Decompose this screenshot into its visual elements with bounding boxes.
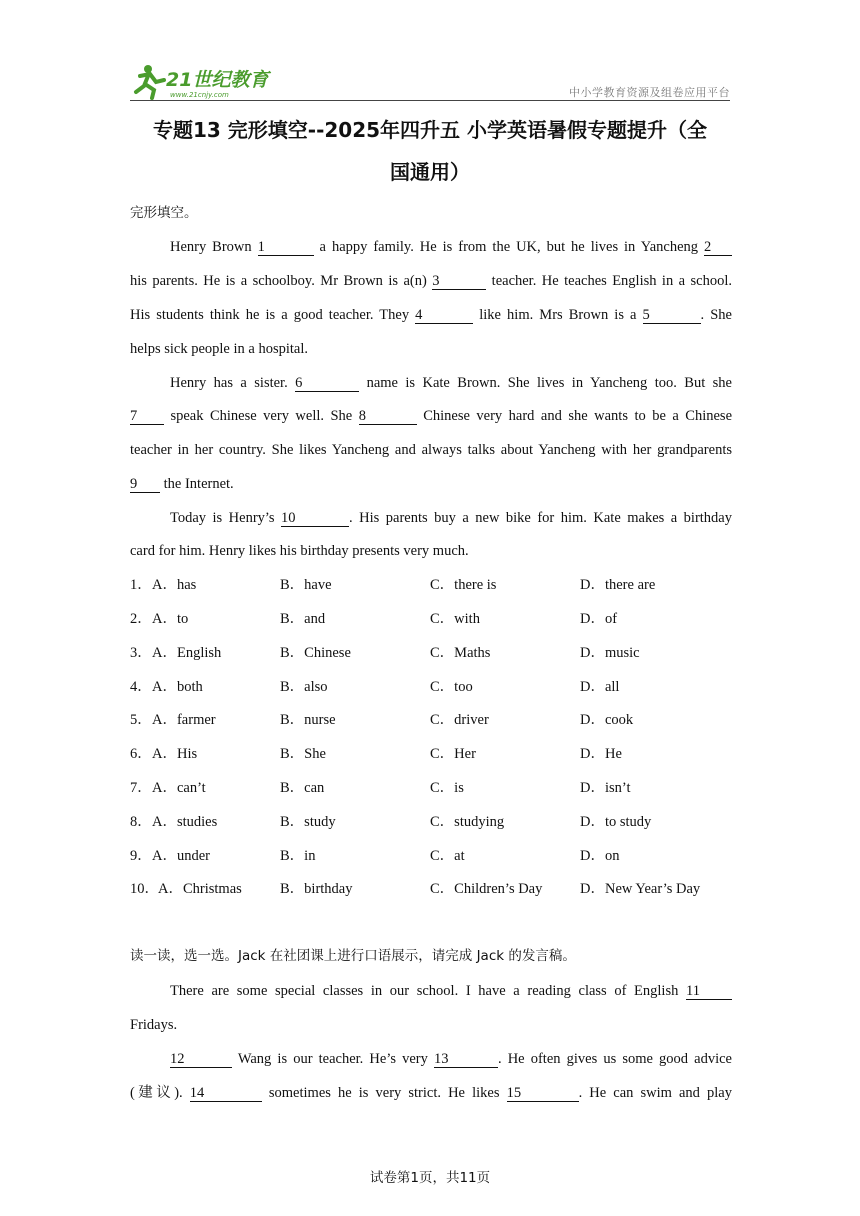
option-a: A．can’t [152, 780, 206, 796]
option-c: C．driver [430, 712, 489, 728]
blank-4: 4 [415, 307, 473, 324]
passage3-line: card for him. Henry likes his birthday presents very much. [130, 543, 469, 559]
question-number: 2． [130, 611, 152, 627]
option-b: B．have [280, 577, 332, 593]
passage2-line: Henry has a sister. 6 name is Kate Brown. She lives in Yancheng too. But she [170, 375, 732, 391]
option-b: B．Chinese [280, 645, 351, 661]
question-number: 7． [130, 780, 152, 796]
option-d: D．New Year’s Day [580, 881, 701, 897]
option-b: B．in [280, 848, 316, 864]
blank-6: 6 [295, 375, 359, 392]
question-number: 3． [130, 645, 152, 661]
question-number: 1． [130, 577, 152, 593]
option-d: D．all [580, 679, 620, 695]
passage4-line: Fridays. [130, 1017, 178, 1033]
question-number: 5． [130, 712, 152, 728]
option-c: C．too [430, 679, 473, 695]
section1-instruction: 完形填空。 [130, 205, 198, 221]
question-number: 4． [130, 679, 152, 695]
passage1-line: his parents. He is a schoolboy. Mr Brown is a(n) 3 teacher. He teaches English in a school. [130, 273, 732, 289]
passage5-line: 12 Wang is our teacher. He’s very 13 . He often gives us some good advice [170, 1051, 732, 1067]
passage1-line: His students think he is a good teacher. They 4 like him. Mrs Brown is a 5 . She [130, 307, 732, 323]
blank-12: 12 [170, 1051, 232, 1068]
logo-text: 21世纪教育 [166, 69, 269, 91]
blank-1: 1 [258, 239, 314, 256]
logo-21cnjy [130, 62, 280, 100]
option-d: D．of [580, 611, 618, 627]
option-b: B．can [280, 780, 325, 796]
option-c: C．at [430, 848, 465, 864]
option-a: A．farmer [152, 712, 216, 728]
logo-url: www.21cnjy.com [170, 91, 229, 99]
question-number: 9． [130, 848, 152, 864]
page-footer: 试卷第1页，共11页 [369, 1170, 491, 1186]
option-c: C．Her [430, 746, 476, 762]
option-d: D．on [580, 848, 620, 864]
option-d: D．to study [580, 814, 652, 830]
blank-5: 5 [643, 307, 701, 324]
section2-instruction: 读一读，选一选。Jack 在社团课上进行口语展示，请完成 Jack 的发言稿。 [130, 948, 576, 964]
option-d: D．isn’t [580, 780, 631, 796]
passage2-line: 9 the Internet. [130, 476, 234, 492]
blank-3: 3 [432, 273, 486, 290]
page-header [130, 62, 730, 102]
option-c: C．is [430, 780, 464, 796]
question-number: 10． [130, 881, 159, 897]
option-c: C．Children’s Day [430, 881, 543, 897]
option-b: B．nurse [280, 712, 336, 728]
question-number: 6． [130, 746, 152, 762]
option-a: A．has [152, 577, 197, 593]
option-c: C．studying [430, 814, 505, 830]
option-c: C．with [430, 611, 480, 627]
option-a: A．Christmas [158, 881, 242, 897]
blank-9: 9 [130, 476, 160, 493]
blank-10: 10 [281, 510, 349, 527]
option-d: D．there are [580, 577, 656, 593]
passage5-line: (建议). 14 sometimes he is very strict. He likes 15 . He can swim and play [130, 1085, 732, 1101]
blank-13: 13 [434, 1051, 498, 1068]
option-d: D．cook [580, 712, 634, 728]
option-d: D．He [580, 746, 622, 762]
passage1-line: helps sick people in a hospital. [130, 341, 308, 357]
option-c: C．Maths [430, 645, 491, 661]
option-b: B．She [280, 746, 326, 762]
option-c: C．there is [430, 577, 497, 593]
blank-2: 2 [704, 239, 732, 256]
option-b: B．birthday [280, 881, 353, 897]
option-a: A．to [152, 611, 189, 627]
blank-8: 8 [359, 408, 417, 425]
passage4-line: There are some special classes in our school. I have a reading class of English 11 [130, 981, 732, 1001]
page-title-line1: 专题13 完形填空--2025年四升五 小学英语暑假专题提升（全 [152, 118, 708, 142]
blank-14: 14 [190, 1085, 262, 1102]
option-d: D．music [580, 645, 640, 661]
option-a: A．His [152, 746, 198, 762]
option-a: A．both [152, 679, 203, 695]
passage1-line: Henry Brown 1 a happy family. He is from the UK, but he lives in Yancheng 2 [130, 237, 732, 257]
page-title-line2: 国通用） [390, 160, 470, 184]
passage2-line: teacher in her country. She likes Yancheng and always talks about Yancheng with her grandparents [130, 442, 732, 458]
option-a: A．English [152, 645, 222, 661]
question-number: 8． [130, 814, 152, 830]
option-a: A．under [152, 848, 210, 864]
option-b: B．study [280, 814, 336, 830]
header-divider [130, 100, 730, 101]
passage3-line: Today is Henry’s 10 . His parents buy a new bike for him. Kate makes a birthday [170, 510, 732, 526]
blank-15: 15 [507, 1085, 579, 1102]
passage2-line: 7 speak Chinese very well. She 8 Chinese very hard and she wants to be a Chinese [130, 408, 732, 424]
blank-11: 11 [686, 983, 732, 1000]
option-b: B．also [280, 679, 328, 695]
header-platform-text: 中小学教育资源及组卷应用平台 [569, 86, 730, 99]
blank-7: 7 [130, 408, 164, 425]
option-a: A．studies [152, 814, 218, 830]
option-b: B．and [280, 611, 326, 627]
